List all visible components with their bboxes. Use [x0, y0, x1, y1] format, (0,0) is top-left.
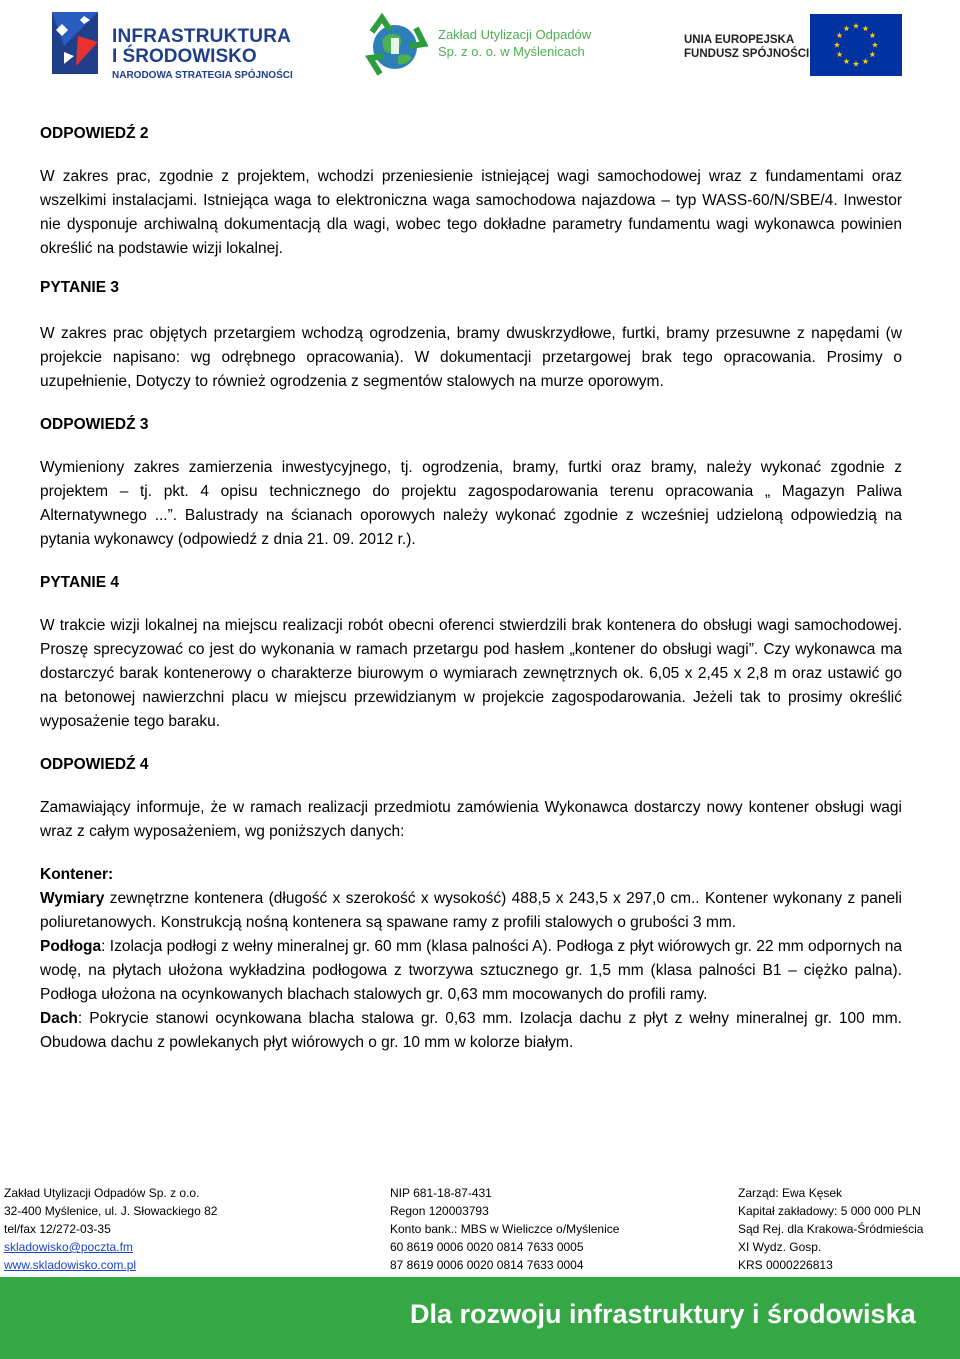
footer-company-name: Zakład Utylizacji Odpadów Sp. z o.o. — [4, 1186, 200, 1200]
footer-address: 32-400 Myślenice, ul. J. Słowackiego 82 — [4, 1204, 218, 1218]
heading-kontener: Kontener: — [40, 866, 114, 883]
recycling-globe-icon — [360, 10, 430, 82]
document-body — [40, 122, 902, 1055]
eu-flag-icon — [810, 14, 902, 76]
company-name-line2: Sp. z o. o. w Myślenicach — [438, 44, 585, 59]
page-footer — [0, 1184, 960, 1274]
footer-bank: Konto bank.: MBS w Wieliczce o/Myślenice — [390, 1222, 620, 1236]
dach-text: : Pokrycie stanowi ocynkowana blacha stalowa gr. 0,63 mm. Izolacja dachu z płyt z wełny mineralnej gr. 100 mm. Obudowa dachu z powlekanych płyt wiórowych o gr. 10 mm w kolorze białym. — [40, 1010, 902, 1051]
footer-regon: Regon 120003793 — [390, 1204, 489, 1218]
footer-nip: NIP 681-18-87-431 — [390, 1186, 492, 1200]
podloga-text: : Izolacja podłogi z wełny mineralnej gr. 60 mm (klasa palności A). Podłoga z płyt wiórowych gr. 22 mm odpornych na wodę, na płytach ułożona wykładzina podłogowa z tworzywa sztucznego gr. 1,5 mm (klasa palności B1 – ciężko palna). Podłoga ułożona na ocynkowanych blachach stalowych gr. 0,63 mm mocowanych do profili ramy. — [40, 938, 902, 1003]
dach-label: Dach — [40, 1010, 78, 1027]
paragraph-podloga — [40, 935, 902, 1007]
footer-website-link[interactable]: www.skladowisko.com.pl — [4, 1258, 137, 1272]
fe-subtitle: NARODOWA STRATEGIA SPÓJNOŚCI — [112, 70, 293, 81]
heading-odpowiedz-2: ODPOWIEDŹ 2 — [40, 125, 149, 142]
footer-capital: Kapitał zakładowy: 5 000 000 PLN — [738, 1204, 921, 1218]
eu-label-line2: FUNDUSZ SPÓJNOŚCI — [684, 48, 810, 60]
podloga-label: Podłoga — [40, 938, 102, 955]
banner-slogan: Dla rozwoju infrastruktury i środowiska — [410, 1299, 916, 1329]
heading-pytanie-4: PYTANIE 4 — [40, 574, 119, 591]
wymiary-label: Wymiary — [40, 890, 105, 907]
paragraph-pytanie-4: W trakcie wizji lokalnej na miejscu realizacji robót obecni oferenci stwierdzili brak kontenera do obsługi wagi samochodowej. Proszę sprecyzować co jest do wykonania w ramach przetargu pod hasłem „kontener do obsługi wagi”. Czy wykonawca ma dostarczyć barak kontenerowy o charakterze biurowym o wymiarach zewnętrznych ok. 6,05 x 2,45 x 2,8 m oraz ustawić go na betonowej nawierzchni placu w miejscu przewidzianym w projekcie zagospodarowania. Jeżeli tak to prosimy określić wyposażenie tego baraku. — [40, 617, 902, 730]
fe-title-line2: I ŚRODOWISKO — [112, 46, 257, 67]
heading-pytanie-3: PYTANIE 3 — [40, 279, 119, 296]
company-name — [438, 26, 591, 60]
footer-krs: KRS 0000226813 — [738, 1258, 833, 1272]
company-name-line1: Zakład Utylizacji Odpadów — [438, 27, 592, 42]
paragraph-odpowiedz-4: Zamawiający informuje, że w ramach realizacji przedmiotu zamówienia Wykonawca dostarczy nowy kontener obsługi wagi wraz z całym wyposażeniem, wg poniższych danych: — [40, 799, 902, 840]
paragraph-odpowiedz-2: W zakres prac, zgodnie z projektem, wchodzi przeniesienie istniejącej wagi samochodowej wraz z fundamentami oraz wszelkimi instalacjami. Istniejąca waga to elektroniczna waga samochodowa najazdowa – typ WASS-60/N/SBE/4. Inwestor nie dysponuje archiwalną dokumentacją dla wagi, wobec tego dokładne parametry fundamentu wagi wykonawca powinien określić na podstawie wizji lokalnej. — [40, 168, 902, 257]
wymiary-text: zewnętrzne kontenera (długość x szerokość x wysokość) 488,5 x 243,5 x 297,0 cm.. Kontener wykonany z paneli poliuretanowych. Konstrukcją nośną kontenera są spawane ramy z profili stalowych o grubości 3 mm. — [40, 890, 902, 931]
footer-division: XI Wydz. Gosp. — [738, 1240, 822, 1254]
heading-odpowiedz-3: ODPOWIEDŹ 3 — [40, 416, 149, 433]
footer-phone: tel/fax 12/272-03-35 — [4, 1222, 111, 1236]
eu-label-line1: UNIA EUROPEJSKA — [684, 34, 795, 46]
paragraph-dach — [40, 1007, 902, 1055]
page-header — [0, 0, 960, 90]
infrastruktura-logo — [50, 6, 293, 84]
footer-account-2: 87 8619 0006 0020 0814 7633 0004 — [390, 1258, 584, 1272]
paragraph-pytanie-3: W zakres prac objętych przetargiem wchodzą ogrodzenia, bramy dwuskrzydłowe, furtki, bramy przesuwne z napędami (w projekcie napisano: wg odrębnego opracowania). W dokumentacji przetargowej brak tego opracowania. Prosimy o uzupełnienie, Dotyczy to również ogrodzenia z segmentów stalowych na murze oporowym. — [40, 325, 902, 390]
footer-account-1: 60 8619 0006 0020 0814 7633 0005 — [390, 1240, 584, 1254]
footer-board: Zarząd: Ewa Kęsek — [738, 1186, 843, 1200]
fundusze-europejskie-icon — [50, 6, 106, 78]
eu-label — [684, 33, 809, 61]
footer-company-column — [4, 1184, 217, 1274]
footer-bank-column — [390, 1184, 619, 1274]
fe-title-line1: INFRASTRUKTURA — [112, 26, 292, 47]
heading-odpowiedz-4: ODPOWIEDŹ 4 — [40, 756, 149, 773]
paragraph-odpowiedz-3: Wymieniony zakres zamierzenia inwestycyjnego, tj. ogrodzenia, bramy, furtki oraz bramy, należy wykonać zgodnie z projektem – tj. pkt. 4 opisu technicznego do projektu zagospodarowania terenu opracowania „ Magazyn Paliwa Alternatywnego ...”. Balustrady na ścianach oporowych należy wykonać zgodnie z wcześniej udzieloną odpowiedzią na pytania wykonawcy (odpowiedź z dnia 21. 09. 2012 r.). — [40, 459, 902, 548]
paragraph-wymiary — [40, 887, 902, 935]
footer-email-link[interactable]: skladowisko@poczta.fm — [4, 1240, 133, 1254]
footer-registry-column — [738, 1184, 923, 1274]
footer-banner — [0, 1277, 960, 1359]
footer-court: Sąd Rej. dla Krakowa-Śródmieścia — [738, 1222, 924, 1236]
